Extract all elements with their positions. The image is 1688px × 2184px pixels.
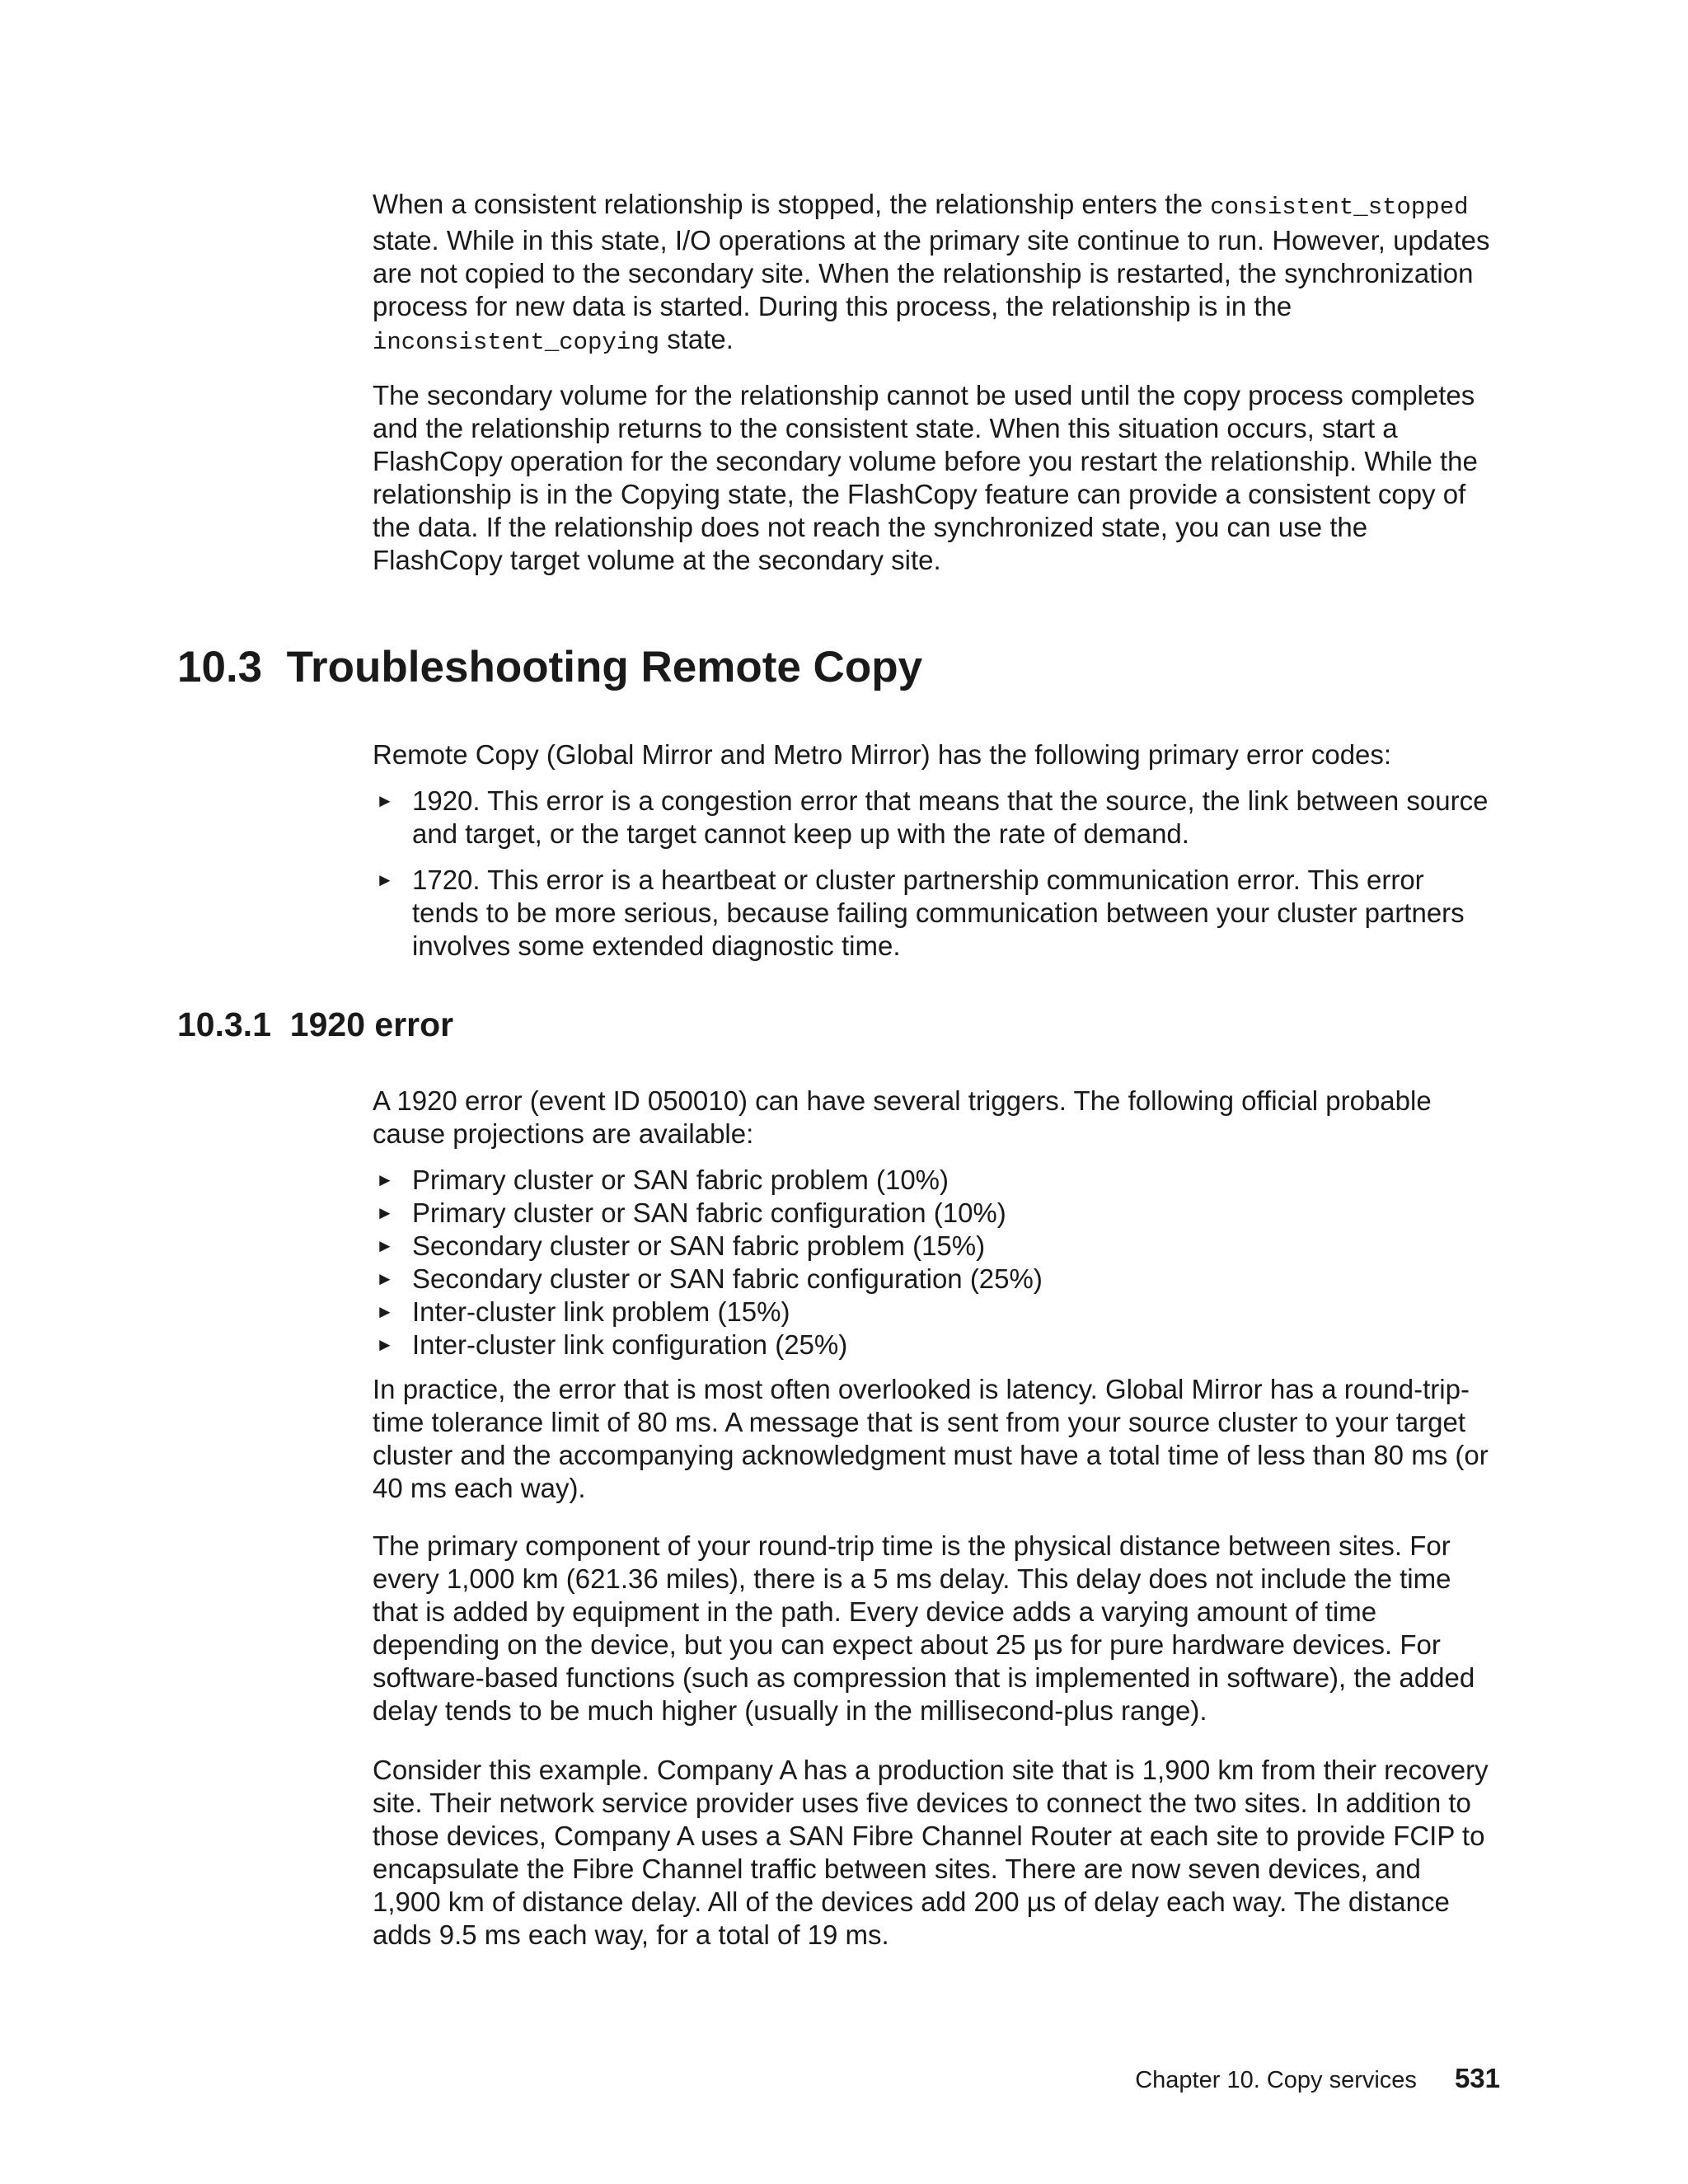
bullet-triangle-icon: ► <box>376 1202 394 1223</box>
section-intro <box>373 738 1493 771</box>
bullet-triangle-icon: ► <box>376 1235 394 1256</box>
page-number: 531 <box>1454 2063 1500 2093</box>
list-item: ► Primary cluster or SAN fabric configuration (10%) <box>376 1197 1006 1228</box>
list-item: ► Secondary cluster or SAN fabric configuration (25%) <box>376 1263 1043 1294</box>
paragraph-example <box>373 1754 1493 1952</box>
bullet-triangle-icon: ► <box>376 1268 394 1289</box>
subsection-number: 10.3.1 <box>177 1005 271 1043</box>
list-item: ► 1720. This error is a heartbeat or cluster partnership communication error. This error tends to be more serious, because failing communication between your cluster partners involves some extended diagnostic time. <box>376 865 1465 961</box>
para1-text-1: When a consistent relationship is stopped, the relationship enters the <box>373 189 1211 219</box>
para1-text-3: state. <box>659 324 734 354</box>
bullet-triangle-icon: ► <box>376 1301 394 1322</box>
para3-text: A 1920 error (event ID 050010) can have several triggers. The following official probable cause projections are available: <box>373 1085 1432 1149</box>
section-number: 10.3 <box>177 643 263 691</box>
bullet-triangle-icon: ► <box>376 1334 394 1355</box>
code-consistent-stopped: consistent_stopped <box>1210 194 1469 221</box>
bullet-triangle-icon: ► <box>376 869 394 890</box>
error-codes-list <box>373 785 1493 963</box>
page-footer <box>1135 2062 1500 2097</box>
intro-text: Remote Copy (Global Mirror and Metro Mirror) has the following primary error codes: <box>373 739 1392 770</box>
para5-text: The primary component of your round-trip time is the physical distance between sites. For every 1,000 km (621.36 miles), there is a 5 ms delay. This delay does not include the time that is added by equipment in the path. Every device adds a varying amount of time depending on the device, but you can expect about 25 µs for pure hardware devices. For software-based functions (such as compression that is implemented in software), the added delay tends to be much higher (usually in the millisecond-plus range). <box>373 1530 1475 1726</box>
subsection-heading <box>177 1004 453 1045</box>
causes-list <box>373 1164 1493 1361</box>
para2-text: The secondary volume for the relationship cannot be used until the copy process completes and the relationship returns to the consistent state. When this situation occurs, start a FlashCopy operation for the secondary volume before you restart the relationship. While the relationship is in the Copying state, the FlashCopy feature can provide a consistent copy of the data. If the relationship does not reach the synchronized state, you can use the FlashCopy target volume at the secondary site. <box>373 380 1478 575</box>
paragraph-consistent-stopped <box>373 188 1493 359</box>
bullet-triangle-icon: ► <box>376 1169 394 1190</box>
bullet-triangle-icon: ► <box>376 790 394 811</box>
list-item: ► 1920. This error is a congestion error that means that the source, the link between source and target, or the target cannot keep up with the rate of demand. <box>376 785 1489 849</box>
list-item: ► Inter-cluster link configuration (25%) <box>376 1329 848 1360</box>
para4-text: In practice, the error that is most often overlooked is latency. Global Mirror has a round-trip-time tolerance limit of 80 ms. A message that is sent from your source cluster to your target cluster and the accompanying acknowledgment must have a total time of less than 80 ms (or 40 ms each way). <box>373 1374 1489 1503</box>
footer-chapter: Chapter 10. Copy services <box>1135 2067 1417 2093</box>
section-heading <box>177 643 922 692</box>
list-item: ► Primary cluster or SAN fabric problem (10%) <box>376 1165 950 1195</box>
list-item: ► Inter-cluster link problem (15%) <box>376 1296 790 1327</box>
paragraph-secondary-volume <box>373 379 1493 577</box>
para1-text-2: state. While in this state, I/O operations at the primary site continue to run. However, updates are not copied to the secondary site. When the relationship is restarted, the synchronization process for new data is started. During this process, the relationship is in the <box>373 225 1490 321</box>
list-item: ► Secondary cluster or SAN fabric problem (15%) <box>376 1230 986 1261</box>
para6-text: Consider this example. Company A has a production site that is 1,900 km from their recovery site. Their network service provider uses five devices to connect the two sites. In addition to those devices, Company A uses a SAN Fibre Channel Router at each site to provide FCIP to encapsulate the Fibre Channel traffic between sites. There are now seven devices, and 1,900 km of distance delay. All of the devices add 200 µs of delay each way. The distance adds 9.5 ms each way, for a total of 19 ms. <box>373 1755 1489 1950</box>
paragraph-latency <box>373 1373 1493 1505</box>
section-title: Troubleshooting Remote Copy <box>286 643 923 691</box>
subsection-title: 1920 error <box>289 1005 454 1043</box>
code-inconsistent-copying: inconsistent_copying <box>373 329 660 356</box>
paragraph-round-trip <box>373 1530 1493 1727</box>
paragraph-1920-triggers <box>373 1085 1493 1151</box>
